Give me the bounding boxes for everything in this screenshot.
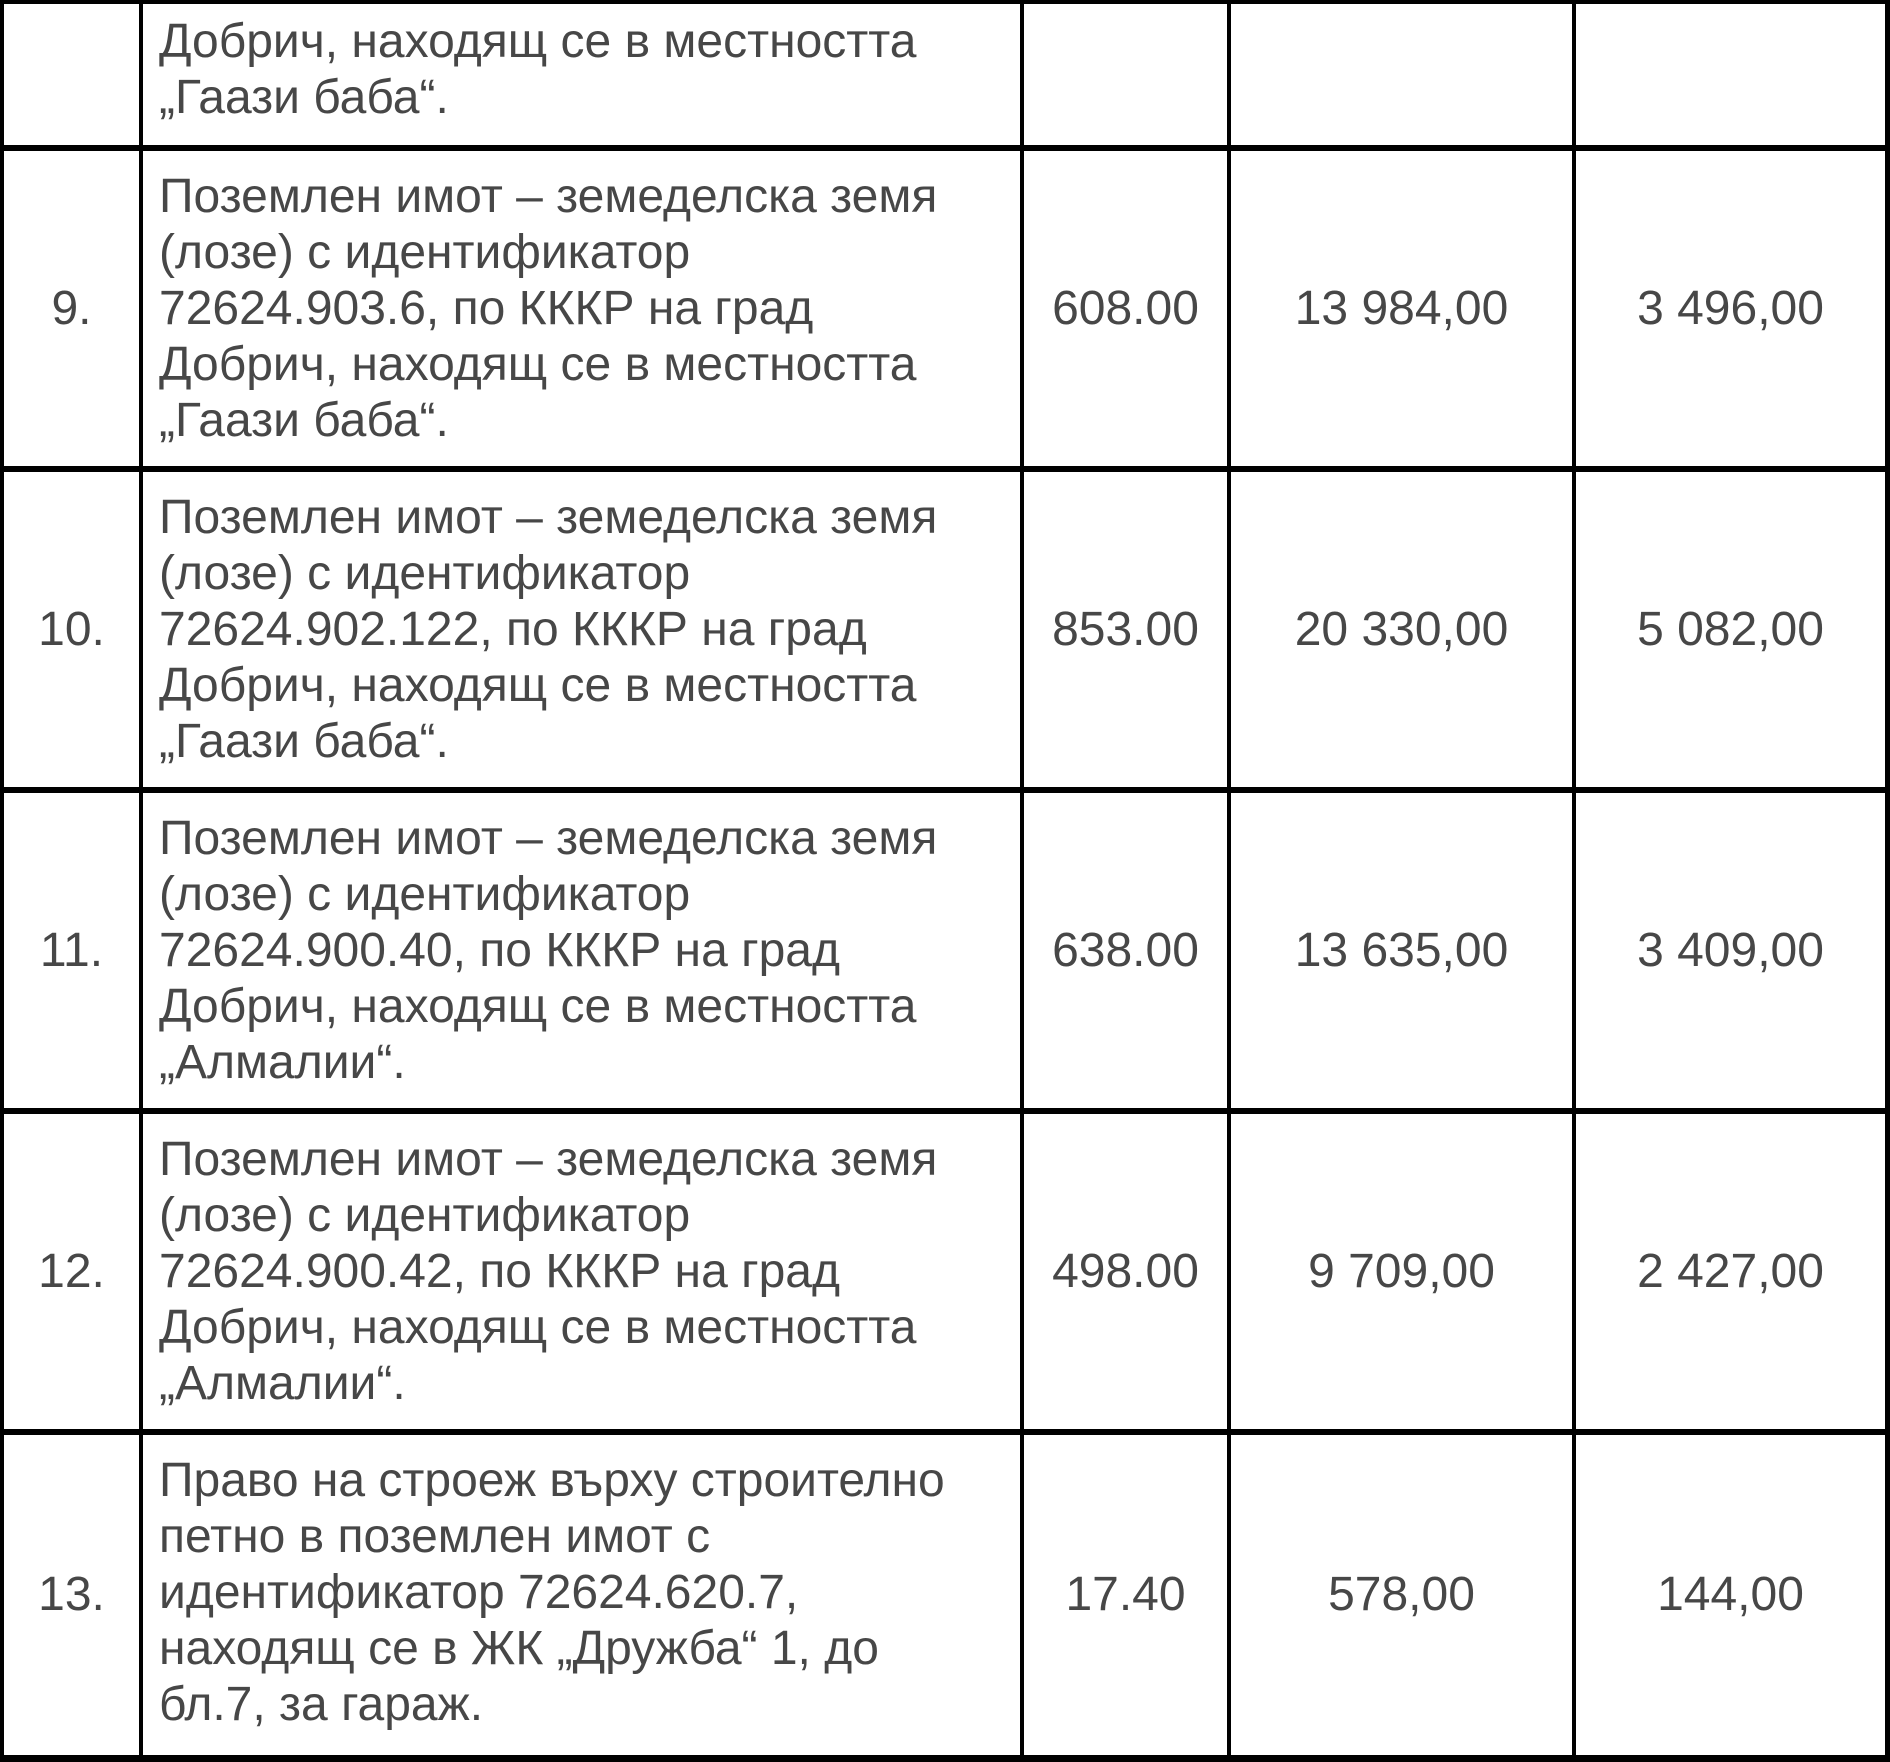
value-cell: 3 409,00: [1574, 790, 1888, 1111]
value-cell: 3 496,00: [1574, 148, 1888, 469]
table-row-13: [2, 1432, 1888, 1759]
value-cell: 853.00: [1022, 469, 1229, 790]
row-number-cell: 12.: [2, 1111, 141, 1432]
row-number-cell: 9.: [2, 148, 141, 469]
description-line: 72624.900.42, по КККР на град: [159, 1245, 840, 1298]
description-line: Поземлен имот – земеделска земя: [159, 170, 938, 223]
value-cell: 638.00: [1022, 790, 1229, 1111]
description-line: Поземлен имот – земеделска земя: [159, 812, 938, 865]
value-cell: 608.00: [1022, 148, 1229, 469]
description-line: находящ се в ЖК „Дружба“ 1, до: [159, 1622, 879, 1675]
value-cell: 13 635,00: [1229, 790, 1574, 1111]
description-line: „Гаази баба“.: [159, 71, 449, 124]
description-line: „Алмалии“.: [159, 1357, 406, 1410]
description-line: Добрич, находящ се в местността: [159, 980, 917, 1033]
value-cell: 5 082,00: [1574, 469, 1888, 790]
description-cell: [141, 1111, 1022, 1432]
table-row-11: [2, 790, 1888, 1111]
description-cell: [141, 148, 1022, 469]
description-line: „Гаази баба“.: [159, 715, 449, 768]
description-line: Поземлен имот – земеделска земя: [159, 491, 938, 544]
description-line: бл.7, за гараж.: [159, 1678, 484, 1731]
description-line: „Гаази баба“.: [159, 394, 449, 447]
description-line: Добрич, находящ се в местността: [159, 338, 917, 391]
value-cell: 498.00: [1022, 1111, 1229, 1432]
description-line: Право на строеж върху строително: [159, 1454, 945, 1507]
value-cell: 13 984,00: [1229, 148, 1574, 469]
row-number-cell: 10.: [2, 469, 141, 790]
description-line: идентификатор 72624.620.7,: [159, 1566, 799, 1619]
description-line: (лозе) с идентификатор: [159, 547, 691, 600]
description-line: Добрич, находящ се в местността: [159, 659, 917, 712]
table-row-9: [2, 148, 1888, 469]
description-cell: [141, 2, 1022, 148]
row-number-cell: 11.: [2, 790, 141, 1111]
description-line: Добрич, находящ се в местността: [159, 15, 917, 68]
description-cell: [141, 790, 1022, 1111]
value-cell: 144,00: [1574, 1432, 1888, 1759]
value-cell: 20 330,00: [1229, 469, 1574, 790]
value-cell: [1022, 2, 1229, 148]
description-line: (лозе) с идентификатор: [159, 1189, 691, 1242]
description-line: (лозе) с идентификатор: [159, 226, 691, 279]
value-cell: 17.40: [1022, 1432, 1229, 1759]
description-line: Поземлен имот – земеделска земя: [159, 1133, 938, 1186]
description-line: 72624.900.40, по КККР на град: [159, 924, 840, 977]
description-line: петно в поземлен имот с: [159, 1510, 711, 1563]
description-line: Добрич, находящ се в местността: [159, 1301, 917, 1354]
table-row-10: [2, 469, 1888, 790]
description-line: 72624.903.6, по КККР на град: [159, 282, 814, 335]
row-number-cell: 13.: [2, 1432, 141, 1759]
row-number-cell: [2, 2, 141, 148]
description-line: 72624.902.122, по КККР на град: [159, 603, 867, 656]
value-cell: 2 427,00: [1574, 1111, 1888, 1432]
description-line: (лозе) с идентификатор: [159, 868, 691, 921]
value-cell: 9 709,00: [1229, 1111, 1574, 1432]
description-line: „Алмалии“.: [159, 1036, 406, 1089]
table-row-12: [2, 1111, 1888, 1432]
value-cell: [1574, 2, 1888, 148]
table-row-partial: [2, 2, 1888, 148]
description-cell: [141, 1432, 1022, 1759]
value-cell: [1229, 2, 1574, 148]
description-cell: [141, 469, 1022, 790]
value-cell: 578,00: [1229, 1432, 1574, 1759]
